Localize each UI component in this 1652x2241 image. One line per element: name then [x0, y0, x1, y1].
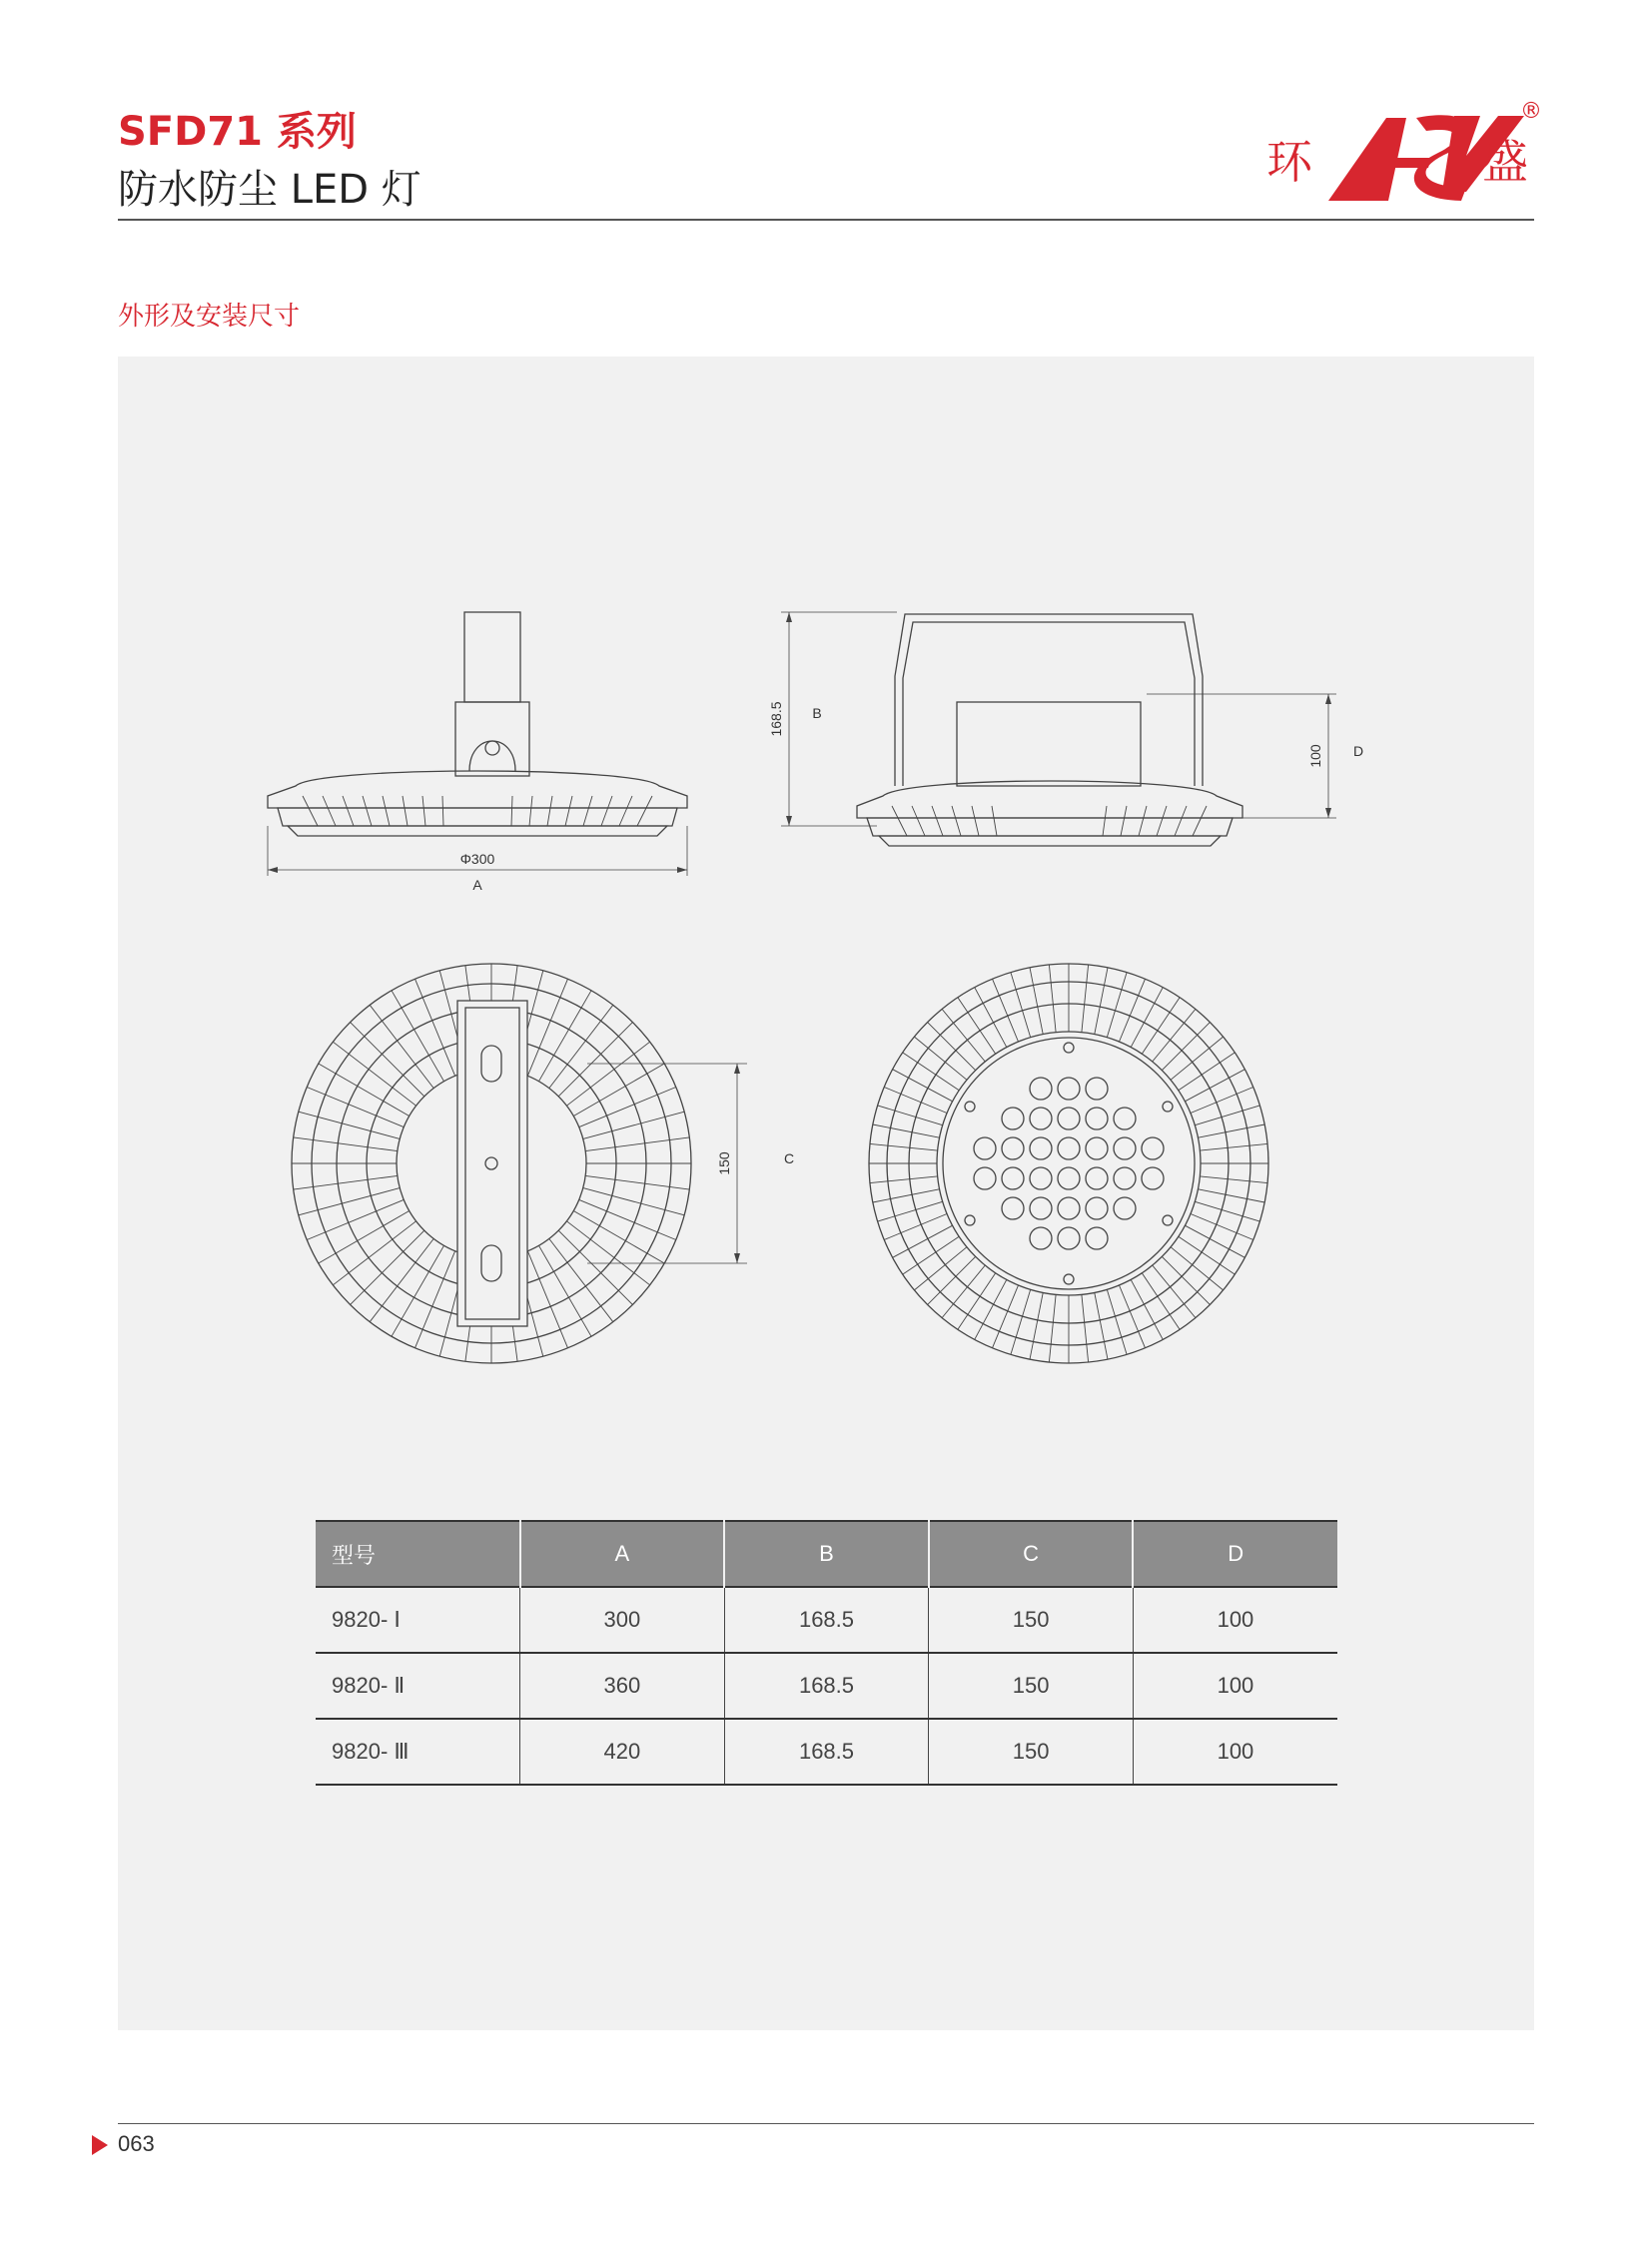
bottom-spoke — [1131, 988, 1163, 1048]
bottom-spoke — [1195, 1201, 1259, 1221]
bottom-spoke — [873, 1189, 940, 1202]
product-subtitle: 防水防尘 LED 灯 — [118, 167, 421, 213]
bottom-spoke — [870, 1143, 938, 1150]
top-mount-plate — [457, 1001, 527, 1326]
dim-label-b: B — [812, 705, 822, 721]
bottom-spoke — [1191, 1214, 1253, 1240]
bottom-spoke — [1191, 1088, 1253, 1114]
bottom-spoke — [893, 1225, 953, 1257]
bottom-spoke — [975, 988, 1007, 1048]
table-row — [316, 1653, 1337, 1719]
top-spoke — [558, 1023, 632, 1097]
cell-d: 100 — [1133, 1719, 1337, 1785]
bottom-spoke — [893, 1070, 953, 1102]
table-row — [316, 1719, 1337, 1785]
driver-box — [957, 702, 1141, 786]
bottom-spoke — [1049, 1294, 1056, 1362]
screw-top-right — [1163, 1102, 1173, 1112]
bottom-spoke — [1153, 1009, 1196, 1062]
cell-a: 300 — [520, 1587, 725, 1653]
bottom-spoke — [1200, 1143, 1267, 1150]
screw-top — [1064, 1043, 1074, 1053]
front-heatsink — [278, 808, 677, 826]
bottom-spoke — [942, 1009, 985, 1062]
cell-b: 168.5 — [724, 1719, 929, 1785]
cell-c: 150 — [929, 1653, 1134, 1719]
footer-rule — [118, 2123, 1534, 2124]
bottom-spoke — [993, 979, 1019, 1042]
cell-model: 9820- Ⅱ — [316, 1653, 520, 1719]
bottom-spoke — [928, 1023, 976, 1071]
bottom-spoke — [1153, 1265, 1196, 1318]
cell-c: 150 — [929, 1719, 1134, 1785]
bracket-value-label: 150 — [716, 1151, 732, 1175]
table-row — [316, 1587, 1337, 1653]
led-lens — [1114, 1108, 1136, 1129]
dim-label-c: C — [783, 1150, 795, 1166]
led-lens — [1030, 1227, 1052, 1249]
bottom-spoke — [1030, 1293, 1043, 1360]
top-spoke — [294, 1137, 398, 1151]
cell-model: 9820- Ⅲ — [316, 1719, 520, 1785]
logo-right-char: 盛 — [1482, 135, 1528, 189]
header-d: D — [1133, 1521, 1337, 1587]
bottom-spoke — [1179, 1236, 1236, 1274]
cell-d: 100 — [1133, 1587, 1337, 1653]
bottom-spoke — [928, 1256, 976, 1304]
bottom-spoke — [958, 1273, 996, 1330]
cell-d: 100 — [1133, 1653, 1337, 1719]
bottom-spoke — [993, 1285, 1019, 1348]
led-lens — [1030, 1078, 1052, 1100]
bottom-spoke — [870, 1176, 938, 1183]
led-lens — [1002, 1167, 1024, 1189]
page-number: 063 — [118, 2131, 155, 2156]
led-lens — [1030, 1167, 1052, 1189]
bottom-spoke — [1120, 1285, 1146, 1348]
side-fins — [892, 806, 1207, 836]
hinge-bolt — [485, 741, 499, 755]
led-lens — [1058, 1197, 1080, 1219]
bottom-spoke — [903, 1053, 960, 1091]
drawing-panel — [118, 357, 1534, 2030]
bottom-spoke — [903, 1236, 960, 1274]
dim-label-d: D — [1352, 743, 1364, 759]
led-lens — [1058, 1227, 1080, 1249]
led-lens — [1086, 1078, 1108, 1100]
page-arrow-icon — [92, 2135, 108, 2155]
bottom-spoke — [975, 1279, 1007, 1339]
side-bracket — [895, 614, 1203, 786]
screw-bottom-left — [965, 1215, 975, 1225]
bottom-spoke — [1195, 1106, 1259, 1125]
side-heatsink — [867, 818, 1233, 836]
bottom-spoke — [1142, 998, 1180, 1054]
led-array — [974, 1078, 1164, 1249]
mount-bracket-hinge — [455, 702, 529, 776]
mount-bracket-top — [464, 612, 520, 702]
bottom-spoke — [1107, 1289, 1127, 1354]
cell-a: 420 — [520, 1719, 725, 1785]
bottom-spoke — [1162, 1023, 1210, 1071]
header-c: C — [929, 1521, 1134, 1587]
led-lens — [1002, 1137, 1024, 1159]
section-title: 外形及安装尺寸 — [118, 302, 301, 332]
led-lens — [1058, 1137, 1080, 1159]
bottom-spoke — [878, 1106, 943, 1125]
bottom-spoke — [914, 1247, 967, 1290]
bottom-spoke — [1185, 1225, 1244, 1257]
cell-model: 9820- Ⅰ — [316, 1587, 520, 1653]
bottom-view — [869, 964, 1268, 1363]
led-lens — [974, 1167, 996, 1189]
bottom-spoke — [1095, 1293, 1108, 1360]
led-lens — [1058, 1167, 1080, 1189]
bottom-spoke — [873, 1124, 940, 1137]
diameter-label: Φ300 — [459, 851, 495, 867]
top-view — [292, 964, 794, 1363]
bottom-spoke — [1171, 1247, 1224, 1290]
top-spoke — [585, 1175, 689, 1189]
bottom-spoke — [1179, 1053, 1236, 1091]
screw-bottom — [1064, 1274, 1074, 1284]
screw-bottom-right — [1163, 1215, 1173, 1225]
cell-c: 150 — [929, 1587, 1134, 1653]
height-value-label: 168.5 — [768, 701, 784, 737]
bottom-spoke — [1095, 968, 1108, 1035]
bottom-spoke — [1082, 965, 1089, 1033]
bottom-spoke — [1082, 1294, 1089, 1362]
top-spoke — [294, 1175, 398, 1189]
bottom-spoke — [958, 998, 996, 1054]
led-lens — [1030, 1108, 1052, 1129]
bottom-spoke — [884, 1214, 947, 1240]
led-lens — [1114, 1137, 1136, 1159]
top-spoke — [558, 1230, 632, 1304]
front-lens — [288, 826, 667, 836]
bottom-spoke — [1011, 1289, 1031, 1354]
header-rule — [118, 219, 1534, 221]
led-lens — [1002, 1108, 1024, 1129]
bottom-spoke — [1162, 1256, 1210, 1304]
bottom-spoke — [884, 1088, 947, 1114]
dim-label-a: A — [472, 877, 482, 893]
led-lens — [974, 1137, 996, 1159]
led-lens — [1142, 1167, 1164, 1189]
led-lens — [1058, 1108, 1080, 1129]
side-bracket-inner — [903, 622, 1195, 786]
side-view — [768, 612, 1363, 846]
led-lens — [1058, 1078, 1080, 1100]
header-b: B — [724, 1521, 929, 1587]
front-view — [268, 612, 687, 893]
top-spoke — [585, 1137, 689, 1151]
bottom-spoke — [1199, 1189, 1265, 1202]
led-lens — [1114, 1167, 1136, 1189]
led-lens — [1086, 1227, 1108, 1249]
bottom-spoke — [1030, 968, 1043, 1035]
logo-left-char: 环 — [1266, 135, 1312, 189]
driver-value-label: 100 — [1307, 744, 1323, 768]
bottom-led-plate — [943, 1038, 1195, 1289]
header-model: 型号 — [316, 1521, 520, 1587]
bottom-spoke — [1011, 973, 1031, 1038]
header-a: A — [520, 1521, 725, 1587]
bottom-spoke — [1185, 1070, 1244, 1102]
spec-table — [316, 1520, 1337, 1786]
cell-b: 168.5 — [724, 1653, 929, 1719]
led-lens — [1086, 1108, 1108, 1129]
series-title: SFD71 系列 — [118, 109, 357, 155]
brand-logo — [1266, 96, 1546, 212]
led-lens — [1114, 1197, 1136, 1219]
front-fins — [303, 796, 652, 826]
screw-top-left — [965, 1102, 975, 1112]
led-lens — [1086, 1167, 1108, 1189]
table-header-row — [316, 1521, 1337, 1587]
bottom-spoke — [914, 1037, 967, 1080]
led-lens — [1030, 1137, 1052, 1159]
cell-b: 168.5 — [724, 1587, 929, 1653]
led-lens — [1002, 1197, 1024, 1219]
bottom-spoke — [1049, 965, 1056, 1033]
bottom-spoke — [1107, 973, 1127, 1038]
bottom-spoke — [878, 1201, 943, 1221]
bottom-spoke — [1199, 1124, 1265, 1137]
bottom-spoke — [1131, 1279, 1163, 1339]
side-lens — [879, 836, 1221, 846]
led-lens — [1086, 1137, 1108, 1159]
bottom-spokes — [869, 964, 1268, 1363]
led-lens — [1142, 1137, 1164, 1159]
bottom-spoke — [1171, 1037, 1224, 1080]
bottom-spoke — [1200, 1176, 1267, 1183]
top-spoke — [351, 1230, 424, 1304]
bottom-spoke — [1142, 1273, 1180, 1330]
bottom-ring-4 — [937, 1032, 1201, 1295]
cell-a: 360 — [520, 1653, 725, 1719]
registered-mark: ® — [1520, 99, 1542, 124]
led-lens — [1030, 1197, 1052, 1219]
bottom-spoke — [942, 1265, 985, 1318]
hinge-arc — [469, 741, 515, 771]
top-spoke — [351, 1023, 424, 1097]
led-lens — [1086, 1197, 1108, 1219]
bottom-spoke — [1120, 979, 1146, 1042]
